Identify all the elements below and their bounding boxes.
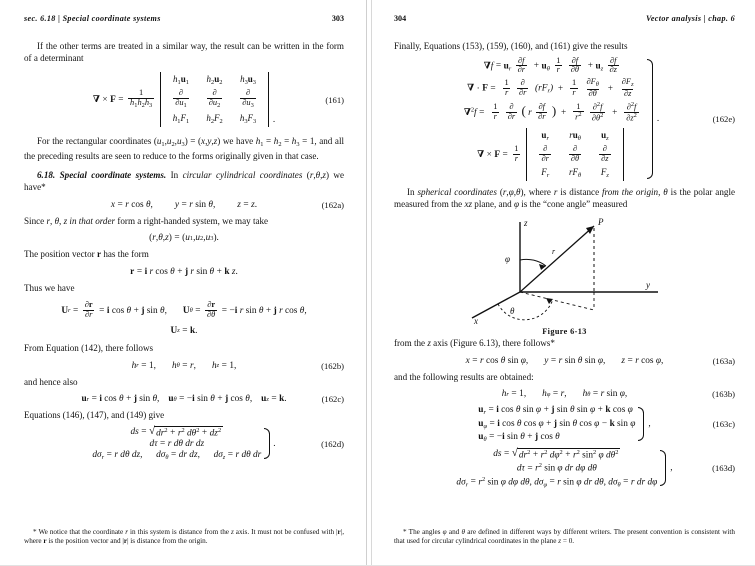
equation-163b-number: (163b) [712, 389, 735, 400]
page-left [0, 0, 366, 566]
equation-162e: $\nabla f = u_r$ $\frac{\partial f}{\partial r}$ + $u_\theta$ $\frac{1}{r}$ $\frac{\partial f}{\partial\theta}$ + $u_z$ $\frac{\partial f}{\partial z}$ ∇ · F = $\frac{1}{r}$ $\frac{\partial}{\partial r}$ $(rF_r)$ + $\frac{1}{r}$ $\frac{\partial F_\theta}{\partial\theta}$ + $\frac{\partial F_z}{\partial z}$ ∇$^2$f = $\frac{1}{r}$ $\frac{\partial}{\partial r}$ ( r $\frac{\partial f}{\partial r}$ ) + $\frac{1}{r^2}$ $\frac{\partial^2f}{\partial\theta^2}$ + $\frac{\partial^2f}{\partial z^2}$ ∇ × F = $\frac{1}{r}$ $u_r$ $ru_\theta$ $u_z$ $\frac{\partial}{\partial r}$ $\frac{\partial}{\partial\theta}$ $\frac{\partial}{\partial z}$ $F_r$ $rF_\theta$ $F_z$ . (162e) [463, 55, 735, 180]
equation-162e-laplacian: ∇$^2$f = $\frac{1}{r}$ $\frac{\partial}{\partial r}$ ( r $\frac{\partial f}{\partial r}$ ) + $\frac{1}{r^2}$ $\frac{\partial^2f}{\partial\theta^2}$ + $\frac{\partial^2f}{\partial z^2}$ [463, 100, 637, 123]
paragraph-and-hence-also: and hence also [24, 376, 78, 387]
equation-162d-line3: $d\sigma_r = r$ dθ dz, $d\sigma_\theta$ = dr dz, $d\sigma_z = r$ dθ dr [92, 450, 262, 462]
equation-162d-line1: ds = √ $dr^2 + r^2$ $d\theta^2 + dz^2$ [130, 424, 222, 439]
equation-161-prefactor: $\frac{1}{h_1h_2h_3}$ [130, 88, 153, 110]
equation-163d-line1: ds = √ $dr^2 + r^2$ $d\varphi^2 + r^2$ $\sin^2 \varphi$ $d\theta^2$ [493, 447, 619, 461]
equation-163a: x = r cos θ sin φ , y = r sin θ sin φ , z = r cos φ , (163a) [465, 355, 735, 366]
equation-position-vector: r = i r cos θ + j r sin θ + k z . [130, 266, 238, 277]
equation-162c: u r = i cos θ + j sin θ , u θ = − i sin θ + j cos θ , u z = k . (162c) [81, 394, 344, 405]
equation-161-determinant: $h_1u_1$ $h_2u_2$ $h_3u_3$ $\frac{\partial}{\partial u_1}$ $\frac{\partial}{\partial u_2}$ $\frac{\partial}{\partial u_3}$ $h_1F_1$ $h_2F_2$ $h_3F_3$ [157, 72, 272, 127]
figure-point-P-label: P [597, 217, 603, 228]
footnote-right [394, 528, 735, 546]
equation-163d: ds = √ $dr^2 + r^2$ $d\varphi^2 + r^2$ $\sin^2 \varphi$ $d\theta^2$ $d\tau = r^2$ sin φ dr dφ dθ $d\sigma_r = r^2$ sin φ dφ dθ, $d\sigma_\varphi = r$ sin φ dr dθ, $d\sigma_\theta = r$ dr dφ , (163d) [456, 447, 735, 489]
figure-6-13 [394, 214, 735, 336]
equation-163d-number: (163d) [712, 463, 735, 474]
equation-162e-brace [647, 57, 654, 181]
paragraph-section-618: 6.18. Special coordinate systems. In circular cylindrical coordinates (r,θ,z) we have* [24, 170, 344, 192]
equation-162a-number: (162a) [321, 199, 344, 210]
equation-161: ∇ × F = $\frac{1}{h_1h_2h_3}$ $h_1u_1$ $h_2u_2$ $h_3u_3$ $\frac{\partial}{\partial u_1}$ $\frac{\partial}{\partial u_2}$ $\frac{\partial}{\partial u_3}$ $h_1F_1$ $h_2F_2$ $h_3F_3$ . (161) [92, 73, 344, 126]
equation-162e-number: (162e) [712, 113, 735, 124]
paragraph-finally: Finally, Equations (153), (159), (160), and (161) give the results [394, 41, 628, 51]
figure-caption: Figure 6-13 [542, 327, 587, 337]
figure-angle-phi-label: φ [504, 254, 510, 265]
paragraph-intro: If the other terms are treated in a similar way, the result can be written in the form of a determinant [24, 41, 344, 63]
equation-162d-line2: dτ = r dθ dr dz [149, 439, 205, 450]
paragraph-rectangular: For the rectangular coordinates $(u_1,u_2,u_3) = (x,y,z)$ we have $h_1 = h_2 = h_3 = 1$, and all the preceding results are seen to reduce to the forms originally given in that case. [24, 136, 344, 161]
equation-162b-number: (162b) [321, 360, 344, 371]
equation-162a: x = r cos θ , y = r sin θ , z = z . (162a) [110, 199, 344, 210]
footnote-left-text: * We notice that the coordinate r in this system is distance from the z axis. It must not be confused with |r|, where r is the position vector and |r| is distance from the origin. [24, 527, 344, 545]
paragraph-thus-we-have: Thus we have [24, 282, 75, 293]
page-number-right: 304 [394, 14, 407, 23]
equation-163a-number: (163a) [712, 355, 735, 366]
equation-163c-brace [638, 405, 645, 443]
equation-161-number: (161) [325, 94, 344, 105]
equation-163c-line1: $u_r = i$ cos θ sin φ + j sin θ sin φ + k cos φ [478, 405, 633, 417]
page-number-left: 303 [331, 14, 344, 23]
figure-axis-z-label: z [523, 218, 528, 229]
equation-162e-curl-determinant: $u_r$ $ru_\theta$ $u_z$ $\frac{\partial}{\partial r}$ $\frac{\partial}{\partial\theta}$ $\frac{\partial}{\partial z}$ $F_r$ $rF_\theta$ $F_z$ [523, 128, 626, 181]
figure-axis-x-label: x [473, 316, 478, 327]
paragraph-from-eq-142: From Equation (142), there follows [24, 342, 154, 353]
equation-162e-curl: ∇ × F = $\frac{1}{r}$ $u_r$ $ru_\theta$ $u_z$ $\frac{\partial}{\partial r}$ $\frac{\partial}{\partial\theta}$ $\frac{\partial}{\partial z}$ $F_r$ $rF_\theta$ $F_z$ [477, 128, 627, 181]
equation-unit-vectors-U: U r = $\frac{\partial r}{\partial r}$ = i cos θ + j sin θ , U θ = $\frac{\partial r}{\partial\theta}$ = − i r sin θ + j r cos θ , [61, 300, 307, 320]
section-heading-618: 6.18. Special coordinate systems. [37, 170, 167, 181]
running-head-text-right: Vector analysis | chap. 6 [646, 14, 735, 23]
equation-163c-line3: $u_\theta = -i$ sin θ + j cos θ [478, 431, 560, 443]
equation-162d: ds = √ $dr^2 + r^2$ $d\theta^2 + dz^2$ dτ = r dθ dr dz $d\sigma_r = r$ dθ dz, $d\sigma_\theta$ = dr dz, $d\sigma_z = r$ dθ dr . (162d) [92, 424, 344, 462]
equation-162d-brace [264, 426, 271, 462]
equation-unit-vector-Uz: U z = k . [170, 325, 198, 336]
equation-163b: h r = 1, h φ = r , h θ = r sin φ , (163b) [501, 389, 735, 400]
paragraph-following-results: and the following results are obtained: [394, 371, 534, 382]
paragraph-right-handed: Since r, θ, z in that order form a right-handed system, we may take [24, 215, 269, 226]
figure-axis-y-label: y [645, 280, 650, 291]
equation-163c-line2: $u_\varphi = i$ cos θ cos φ + j sin θ cos φ − k sin φ [478, 418, 636, 430]
equation-163c-number: (163c) [712, 419, 735, 430]
page-gutter-line-1 [366, 0, 367, 566]
equation-162b: h r = 1, h θ = r , h z = 1, (162b) [131, 360, 344, 371]
paragraph-spherical-intro: In spherical coordinates (r,φ,θ), where r is distance from the origin, θ is the polar angle measured from the xz plane, and φ is the “cone angle” measured [394, 187, 736, 209]
paragraph-equations-146-147-149: Equations (146), (147), and (149) give [24, 410, 165, 421]
equation-163d-line3: $d\sigma_r = r^2$ sin φ dφ dθ, $d\sigma_\varphi = r$ sin φ dr dθ, $d\sigma_\theta = r$ dr dφ [456, 475, 658, 489]
page-right [366, 0, 755, 566]
footnote-left [24, 528, 344, 546]
paragraph-from-z-axis: from the z axis (Figure 6.13), there follows* [394, 338, 555, 349]
footnote-right-text: * The angles φ and θ are defined in different ways by different writers. The present convention is consistent with that used for circular cylindrical coordinates in the plane z = 0. [394, 527, 735, 545]
page-gutter-line-2 [371, 0, 372, 566]
equation-163d-brace [660, 448, 667, 488]
equation-coords-identification: ( r , θ , z ) = ( u 1 , u 2 , u 3 ). [149, 233, 219, 244]
paragraph-position-vector: The position vector r has the form [24, 249, 149, 260]
figure-vector-r-label: r [551, 247, 555, 257]
equation-162e-gradient: $\nabla f = u_r$ $\frac{\partial f}{\partial r}$ + $u_\theta$ $\frac{1}{r}$ $\frac{\partial f}{\partial\theta}$ + $u_z$ $\frac{\partial f}{\partial z}$ [483, 55, 617, 75]
running-head-left [24, 14, 344, 25]
equation-163d-line2: $d\tau = r^2$ sin φ dr dφ dθ [516, 462, 597, 474]
equation-162e-divergence: ∇ · F = $\frac{1}{r}$ $\frac{\partial}{\partial r}$ $(rF_r)$ + $\frac{1}{r}$ $\frac{\partial F_\theta}{\partial\theta}$ + $\frac{\partial F_z}{\partial z}$ [467, 77, 634, 99]
equation-162c-number: (162c) [321, 394, 344, 405]
equation-162d-number: (162d) [321, 438, 344, 449]
figure-angle-theta-label: θ [509, 306, 514, 317]
running-head-right [394, 14, 735, 25]
figure-6-13-drawing [450, 214, 680, 326]
equation-163c: $u_r = i$ cos θ sin φ + j sin θ sin φ + k cos φ $u_\varphi = i$ cos θ cos φ + j sin θ cos φ − k sin φ $u_\theta = -i$ sin θ + j cos θ , (163c) [478, 405, 735, 443]
running-head-text: sec. 6.18 | Special coordinate systems [24, 14, 161, 23]
